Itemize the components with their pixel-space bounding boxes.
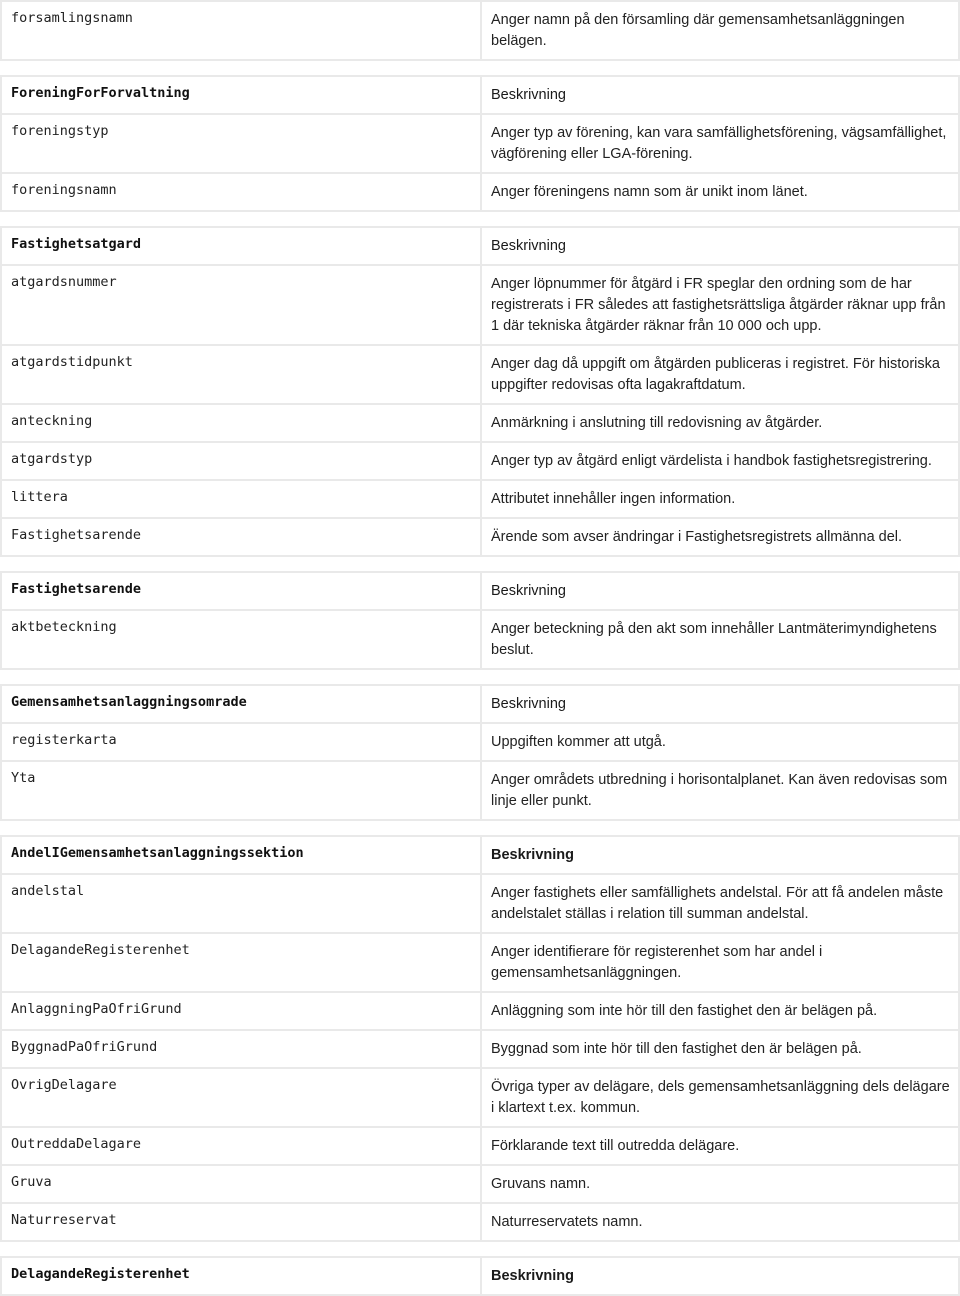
- table-row: [1, 723, 959, 761]
- table-header-row: [1, 76, 959, 114]
- attribute-table: [0, 1256, 960, 1296]
- table-row: [1, 874, 959, 933]
- attribute-description: Anger beteckning på den akt som innehåller Lantmäterimyndighetens beslut.: [481, 610, 959, 669]
- attribute-name: DelagandeRegisterenhet: [1, 933, 481, 992]
- table-row: [1, 173, 959, 211]
- attribute-description: Ärende som avser ändringar i Fastighetsregistrets allmänna del.: [481, 518, 959, 556]
- table-header-row: [1, 572, 959, 610]
- attribute-description: Anmärkning i anslutning till redovisning av åtgärder.: [481, 404, 959, 442]
- attribute-name: Yta: [1, 761, 481, 820]
- table-header-row: [1, 685, 959, 723]
- class-name-heading: Fastighetsarende: [1, 572, 481, 610]
- table-row: [1, 345, 959, 404]
- attribute-description: Anger typ av åtgärd enligt värdelista i handbok fastighetsregistrering.: [481, 442, 959, 480]
- class-name-heading: Fastighetsatgard: [1, 227, 481, 265]
- table-row: [1, 1127, 959, 1165]
- description-heading: Beskrivning: [481, 685, 959, 723]
- attribute-name: foreningstyp: [1, 114, 481, 173]
- attribute-table: [0, 226, 960, 557]
- description-heading: Beskrivning: [481, 1257, 959, 1295]
- attribute-name: Naturreservat: [1, 1203, 481, 1241]
- attribute-description: Anger löpnummer för åtgärd i FR speglar den ordning som de har registrerats i FR således att fastighetsrättsliga åtgärder räknar upp från 1 där tekniska åtgärder räknar från 10 000 och upp.: [481, 265, 959, 345]
- section-gap: [0, 670, 960, 684]
- section-gap: [0, 1242, 960, 1256]
- table-row: [1, 933, 959, 992]
- attribute-table: [0, 75, 960, 212]
- table-row: [1, 404, 959, 442]
- attribute-name: ByggnadPaOfriGrund: [1, 1030, 481, 1068]
- table-row: [1, 114, 959, 173]
- attribute-name: forsamlingsnamn: [1, 1, 481, 60]
- table-row: [1, 1203, 959, 1241]
- attribute-description: Anger identifierare för registerenhet som har andel i gemensamhetsanläggningen.: [481, 933, 959, 992]
- table-row: [1, 761, 959, 820]
- attribute-name: registerkarta: [1, 723, 481, 761]
- section-gap: [0, 61, 960, 75]
- attribute-name: foreningsnamn: [1, 173, 481, 211]
- table-row: [1, 610, 959, 669]
- attribute-name: atgardstidpunkt: [1, 345, 481, 404]
- table-row: [1, 1, 959, 60]
- attribute-name: andelstal: [1, 874, 481, 933]
- class-name-heading: AndelIGemensamhetsanlaggningssektion: [1, 836, 481, 874]
- class-name-heading: Gemensamhetsanlaggningsomrade: [1, 685, 481, 723]
- attribute-description: Byggnad som inte hör till den fastighet den är belägen på.: [481, 1030, 959, 1068]
- attribute-description: Uppgiften kommer att utgå.: [481, 723, 959, 761]
- attribute-name: Fastighetsarende: [1, 518, 481, 556]
- attribute-description: Anger dag då uppgift om åtgärden publiceras i registret. För historiska uppgifter redovisas ofta lagakraftdatum.: [481, 345, 959, 404]
- table-row: [1, 518, 959, 556]
- description-heading: Beskrivning: [481, 76, 959, 114]
- table-row: [1, 1030, 959, 1068]
- attribute-description: Gruvans namn.: [481, 1165, 959, 1203]
- attribute-description: Anger föreningens namn som är unikt inom länet.: [481, 173, 959, 211]
- attribute-table: [0, 0, 960, 61]
- table-header-row: [1, 836, 959, 874]
- description-heading: Beskrivning: [481, 572, 959, 610]
- attribute-table: [0, 684, 960, 821]
- attribute-description: Anger typ av förening, kan vara samfällighetsförening, vägsamfällighet, vägförening eller LGA-förening.: [481, 114, 959, 173]
- description-heading: Beskrivning: [481, 836, 959, 874]
- section-gap: [0, 212, 960, 226]
- section-gap: [0, 821, 960, 835]
- attribute-description: Anger områdets utbredning i horisontalplanet. Kan även redovisas som linje eller punkt.: [481, 761, 959, 820]
- table-row: [1, 442, 959, 480]
- attribute-name: atgardstyp: [1, 442, 481, 480]
- section-gap: [0, 557, 960, 571]
- attribute-name: OutreddaDelagare: [1, 1127, 481, 1165]
- attribute-description: Attributet innehåller ingen information.: [481, 480, 959, 518]
- class-name-heading: ForeningForForvaltning: [1, 76, 481, 114]
- table-header-row: [1, 227, 959, 265]
- class-name-heading: DelagandeRegisterenhet: [1, 1257, 481, 1295]
- attribute-description: Anger namn på den församling där gemensamhetsanläggningen belägen.: [481, 1, 959, 60]
- table-header-row: [1, 1257, 959, 1295]
- attribute-description: Övriga typer av delägare, dels gemensamhetsanläggning dels delägare i klartext t.ex. kommun.: [481, 1068, 959, 1127]
- table-row: [1, 1165, 959, 1203]
- attribute-name: atgardsnummer: [1, 265, 481, 345]
- attribute-table: [0, 835, 960, 1242]
- attribute-name: littera: [1, 480, 481, 518]
- attribute-name: AnlaggningPaOfriGrund: [1, 992, 481, 1030]
- table-row: [1, 992, 959, 1030]
- table-row: [1, 265, 959, 345]
- attribute-name: OvrigDelagare: [1, 1068, 481, 1127]
- description-heading: Beskrivning: [481, 227, 959, 265]
- table-row: [1, 480, 959, 518]
- attribute-description: Anger fastighets eller samfällighets andelstal. För att få andelen måste andelstalet ställas i relation till summan andelstal.: [481, 874, 959, 933]
- attribute-name: Gruva: [1, 1165, 481, 1203]
- attribute-description: Naturreservatets namn.: [481, 1203, 959, 1241]
- attribute-description: Förklarande text till outredda delägare.: [481, 1127, 959, 1165]
- attribute-name: aktbeteckning: [1, 610, 481, 669]
- attribute-name: anteckning: [1, 404, 481, 442]
- attribute-description: Anläggning som inte hör till den fastighet den är belägen på.: [481, 992, 959, 1030]
- table-row: [1, 1068, 959, 1127]
- attribute-table: [0, 571, 960, 670]
